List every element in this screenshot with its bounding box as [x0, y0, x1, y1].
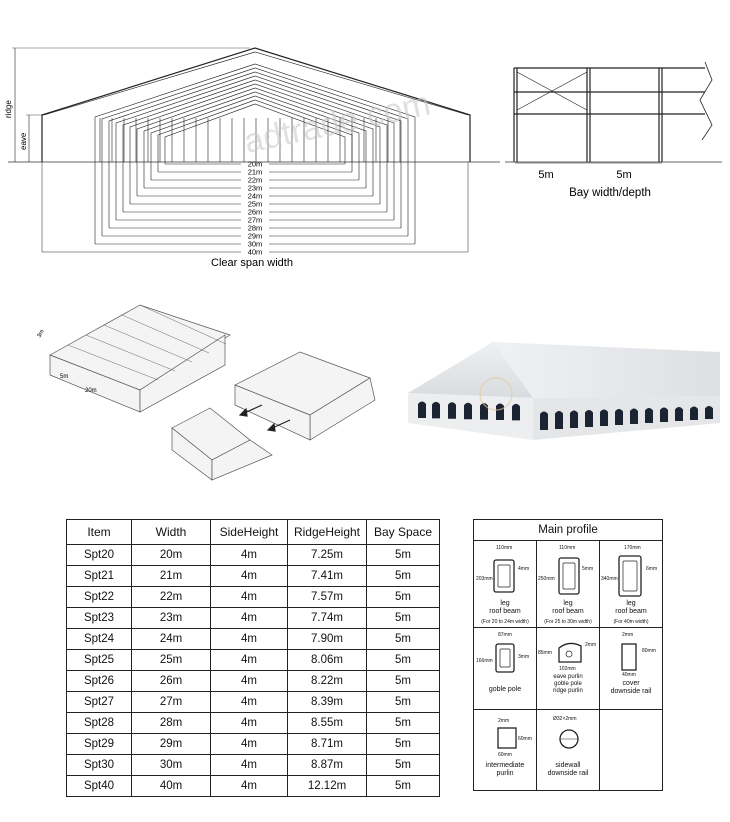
header-item: Item [67, 520, 132, 545]
cell-item: Spt29 [67, 734, 132, 755]
profile-note: (For 25 to 30m width) [544, 619, 592, 625]
cell-width: 20m [132, 545, 211, 566]
tent-window [540, 412, 548, 431]
cell-side-height: 4m [211, 776, 288, 797]
cell-item: Spt27 [67, 692, 132, 713]
tent-window [464, 403, 472, 420]
iso-dim-bay: 5m [60, 374, 69, 380]
eave-label: eave [19, 132, 28, 150]
dim-height: 203mm [476, 576, 493, 582]
dim-width: 60mm [498, 752, 512, 758]
header-side-height: SideHeight [211, 520, 288, 545]
tent-window [480, 403, 488, 420]
cell-width: 21m [132, 566, 211, 587]
cell-side-height: 4m [211, 755, 288, 776]
tent-window [660, 408, 668, 423]
profile-label: cover downside rail [610, 680, 652, 695]
table-row [67, 650, 440, 671]
cell-width: 26m [132, 671, 211, 692]
cell-bay-space: 5m [367, 713, 440, 734]
profile-section-icon [494, 724, 520, 754]
table-row [67, 692, 440, 713]
table-row [67, 755, 440, 776]
cell-ridge-height: 8.22m [288, 671, 367, 692]
cell-bay-space: 5m [367, 755, 440, 776]
span-label: 24m [247, 191, 263, 201]
profile-leg-beam-small [474, 540, 537, 628]
bay-caption: Bay width/depth [569, 187, 651, 199]
cell-bay-space: 5m [367, 650, 440, 671]
cell-item: Spt26 [67, 671, 132, 692]
dim-width: 40mm [622, 672, 636, 678]
tent-window [585, 410, 593, 427]
cell-side-height: 4m [211, 713, 288, 734]
table-row [67, 713, 440, 734]
cell-side-height: 4m [211, 650, 288, 671]
cell-side-height: 4m [211, 629, 288, 650]
cell-bay-space: 5m [367, 692, 440, 713]
tent-window [418, 402, 426, 419]
clear-span-label: Clear span width [211, 257, 293, 269]
span-label: 22m [247, 175, 263, 185]
bay-label-2: 5m [616, 169, 632, 181]
cell-side-height: 4m [211, 692, 288, 713]
cell-bay-space: 5m [367, 587, 440, 608]
header-ridge-height: RidgeHeight [288, 520, 367, 545]
profile-label: leg roof beam [615, 600, 647, 615]
ridge-label: ridge [4, 100, 13, 118]
cell-width: 25m [132, 650, 211, 671]
profile-intermediate-purlin [474, 710, 537, 790]
span-label: 20m [247, 159, 263, 169]
main-profile-title: Main profile [474, 520, 662, 541]
dim-height: 250mm [538, 576, 555, 582]
dim-height: 85mm [538, 650, 552, 656]
cell-width: 22m [132, 587, 211, 608]
profile-label: eave purlin goble pole ridge purlin [553, 674, 583, 694]
dim-thickness: 2mm [622, 632, 634, 638]
cell-item: Spt25 [67, 650, 132, 671]
iso-dim-height: 3m [36, 328, 46, 339]
dim-width: 102mm [559, 666, 576, 672]
watermark-text: adtrade.com [240, 84, 434, 161]
cell-bay-space: 5m [367, 776, 440, 797]
profile-section-icon [614, 554, 648, 600]
cell-width: 27m [132, 692, 211, 713]
table-header-row [67, 520, 440, 545]
cell-ridge-height: 8.55m [288, 713, 367, 734]
profile-section-icon [492, 640, 520, 680]
cell-item: Spt20 [67, 545, 132, 566]
dim-diameter: Ø32×2mm [553, 716, 577, 722]
cell-ridge-height: 7.90m [288, 629, 367, 650]
span-label: 25m [247, 199, 263, 209]
cell-item: Spt28 [67, 713, 132, 734]
profile-purlin [537, 628, 600, 710]
dim-height: 60mm [518, 736, 532, 742]
profile-label: leg roof beam [552, 600, 584, 615]
bay-label-1: 5m [538, 169, 554, 181]
tent-window [600, 410, 608, 427]
span-label: 29m [247, 231, 263, 241]
profile-leg-beam-medium [537, 540, 600, 628]
cell-side-height: 4m [211, 671, 288, 692]
profile-note: (For 40m width) [613, 619, 649, 625]
dim-height: 80mm [642, 648, 656, 654]
dim-width: 110mm [559, 545, 576, 551]
dim-width: 170mm [624, 545, 641, 551]
cell-bay-space: 5m [367, 608, 440, 629]
cell-width: 29m [132, 734, 211, 755]
cell-ridge-height: 7.41m [288, 566, 367, 587]
dim-thickness: 5mm [582, 566, 594, 572]
cell-ridge-height: 8.06m [288, 650, 367, 671]
cell-item: Spt22 [67, 587, 132, 608]
tent-window [705, 406, 713, 419]
tent-window [512, 404, 520, 421]
tent-window [675, 407, 683, 421]
dim-thickness: 4mm [518, 566, 530, 572]
isometric-tent-drawing [30, 290, 390, 505]
profile-leg-beam-large [600, 540, 662, 628]
profile-section-icon [555, 640, 585, 666]
dim-thickness: 2mm [585, 642, 597, 648]
cell-width: 40m [132, 776, 211, 797]
profile-goble-pole [474, 628, 537, 710]
tent-window [630, 409, 638, 425]
cell-ridge-height: 7.74m [288, 608, 367, 629]
profile-section-icon [553, 556, 587, 600]
tent-window [570, 411, 578, 429]
profile-sidewall-rail [537, 710, 600, 790]
profile-section-icon [488, 556, 522, 600]
table-row [67, 776, 440, 797]
profile-label: intermediate purlin [485, 762, 525, 777]
main-profile-panel [473, 519, 663, 791]
tent-photo [408, 338, 720, 456]
profile-label: leg roof beam [489, 600, 521, 615]
iso-dim-width: 20m [85, 388, 97, 394]
tent-window [496, 404, 504, 421]
profile-cover-rail [600, 628, 662, 710]
cell-width: 30m [132, 755, 211, 776]
table-row [67, 608, 440, 629]
table-row [67, 671, 440, 692]
table-row [67, 629, 440, 650]
cell-item: Spt30 [67, 755, 132, 776]
tent-window [690, 407, 698, 421]
span-label: 26m [247, 207, 263, 217]
table-row [67, 566, 440, 587]
profile-note: (For 20 to 24m width) [481, 619, 529, 625]
tent-window [615, 409, 623, 425]
span-label: 21m [247, 167, 263, 177]
cell-side-height: 4m [211, 566, 288, 587]
dim-height: 340mm [601, 576, 618, 582]
cell-ridge-height: 8.87m [288, 755, 367, 776]
spec-table [66, 519, 440, 797]
cell-width: 24m [132, 629, 211, 650]
tent-window [645, 408, 653, 423]
dim-height: 166mm [476, 658, 493, 664]
cell-ridge-height: 8.39m [288, 692, 367, 713]
cell-item: Spt21 [67, 566, 132, 587]
dim-width: 87mm [498, 632, 512, 638]
cell-side-height: 4m [211, 608, 288, 629]
span-label: 23m [247, 183, 263, 193]
tent-window [555, 411, 563, 429]
table-row [67, 545, 440, 566]
span-label: 40m [247, 247, 263, 257]
header-bay-space: Bay Space [367, 520, 440, 545]
span-elevation-diagram [0, 40, 500, 275]
bay-width-diagram [500, 55, 725, 205]
cell-bay-space: 5m [367, 629, 440, 650]
cell-side-height: 4m [211, 734, 288, 755]
cell-item: Spt40 [67, 776, 132, 797]
cell-side-height: 4m [211, 545, 288, 566]
tent-window [432, 402, 440, 419]
cell-bay-space: 5m [367, 566, 440, 587]
header-width: Width [132, 520, 211, 545]
dim-thickness: 6mm [646, 566, 658, 572]
cell-bay-space: 5m [367, 671, 440, 692]
profile-label: goble pole [488, 686, 522, 693]
profile-section-icon [618, 640, 642, 676]
cell-ridge-height: 7.57m [288, 587, 367, 608]
cell-bay-space: 5m [367, 734, 440, 755]
cell-side-height: 4m [211, 587, 288, 608]
dim-thickness: 3mm [518, 654, 530, 660]
cell-bay-space: 5m [367, 545, 440, 566]
dim-thickness: 2mm [498, 718, 510, 724]
cell-ridge-height: 8.71m [288, 734, 367, 755]
dim-width: 110mm [496, 545, 513, 551]
cell-ridge-height: 12.12m [288, 776, 367, 797]
cell-width: 28m [132, 713, 211, 734]
profile-section-icon [557, 724, 581, 754]
table-row [67, 734, 440, 755]
profile-label: sidewall downside rail [547, 762, 589, 777]
span-label: 30m [247, 239, 263, 249]
cell-ridge-height: 7.25m [288, 545, 367, 566]
table-row [67, 587, 440, 608]
span-label: 27m [247, 215, 263, 225]
cell-width: 23m [132, 608, 211, 629]
tent-window [448, 402, 456, 419]
cell-item: Spt24 [67, 629, 132, 650]
cell-item: Spt23 [67, 608, 132, 629]
span-label: 28m [247, 223, 263, 233]
